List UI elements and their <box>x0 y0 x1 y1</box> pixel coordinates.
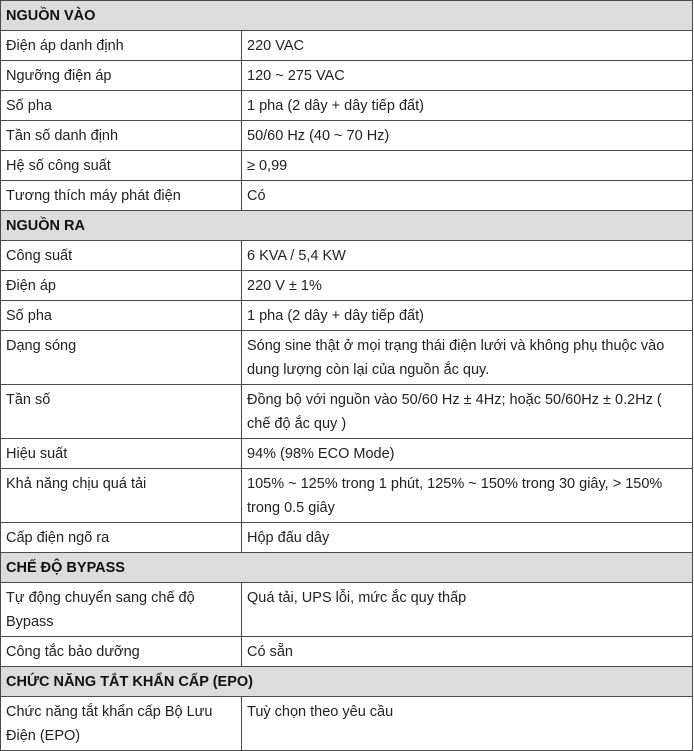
section-header <box>1 553 693 583</box>
table-row <box>1 121 693 151</box>
spec-label: Cấp điện ngõ ra <box>1 523 242 553</box>
spec-value: 1 pha (2 dây + dây tiếp đất) <box>242 91 693 121</box>
table-row <box>1 637 693 667</box>
spec-value: ≥ 0,99 <box>242 151 693 181</box>
table-row <box>1 31 693 61</box>
spec-value: Hộp đấu dây <box>242 523 693 553</box>
spec-table-body <box>1 1 693 751</box>
spec-value: 94% (98% ECO Mode) <box>242 439 693 469</box>
spec-label: Dạng sóng <box>1 331 242 385</box>
table-row <box>1 385 693 439</box>
spec-value: Tuỳ chọn theo yêu cầu <box>242 697 693 751</box>
table-row <box>1 151 693 181</box>
spec-value: Quá tải, UPS lỗi, mức ắc quy thấp <box>242 583 693 637</box>
spec-label: Tương thích máy phát điện <box>1 181 242 211</box>
table-row <box>1 91 693 121</box>
table-row <box>1 61 693 91</box>
spec-value: 105% ~ 125% trong 1 phút, 125% ~ 150% trong 30 giây, > 150% trong 0.5 giây <box>242 469 693 523</box>
table-row <box>1 697 693 751</box>
section-header <box>1 1 693 31</box>
spec-label: Ngưỡng điện áp <box>1 61 242 91</box>
spec-label: Số pha <box>1 91 242 121</box>
spec-value: Đồng bộ với nguồn vào 50/60 Hz ± 4Hz; hoặc 50/60Hz ± 0.2Hz ( chế độ ắc quy ) <box>242 385 693 439</box>
section-title: CHẾ ĐỘ BYPASS <box>1 553 693 583</box>
spec-label: Hiệu suất <box>1 439 242 469</box>
spec-label: Điện áp danh định <box>1 31 242 61</box>
spec-value: 50/60 Hz (40 ~ 70 Hz) <box>242 121 693 151</box>
table-row <box>1 583 693 637</box>
table-row <box>1 523 693 553</box>
section-title: NGUỒN RA <box>1 211 693 241</box>
table-row <box>1 439 693 469</box>
spec-value: Có sẵn <box>242 637 693 667</box>
spec-value: Sóng sine thật ở mọi trạng thái điện lưới và không phụ thuộc vào dung lượng còn lại của nguồn ắc quy. <box>242 331 693 385</box>
spec-label: Hệ số công suất <box>1 151 242 181</box>
spec-value: 1 pha (2 dây + dây tiếp đất) <box>242 301 693 331</box>
spec-value: 6 KVA / 5,4 KW <box>242 241 693 271</box>
table-row <box>1 301 693 331</box>
table-row <box>1 469 693 523</box>
spec-label: Chức năng tắt khẩn cấp Bộ Lưu Điện (EPO) <box>1 697 242 751</box>
section-header <box>1 211 693 241</box>
spec-label: Công tắc bảo dưỡng <box>1 637 242 667</box>
table-row <box>1 181 693 211</box>
spec-value: Có <box>242 181 693 211</box>
table-row <box>1 331 693 385</box>
spec-label: Khả năng chịu quá tải <box>1 469 242 523</box>
spec-label: Tần số <box>1 385 242 439</box>
spec-label: Công suất <box>1 241 242 271</box>
spec-label: Điện áp <box>1 271 242 301</box>
spec-label: Số pha <box>1 301 242 331</box>
spec-value: 120 ~ 275 VAC <box>242 61 693 91</box>
spec-value: 220 VAC <box>242 31 693 61</box>
table-row <box>1 271 693 301</box>
section-header <box>1 667 693 697</box>
spec-label: Tự động chuyển sang chế độ Bypass <box>1 583 242 637</box>
section-title: CHỨC NĂNG TẮT KHẨN CẤP (EPO) <box>1 667 693 697</box>
spec-value: 220 V ± 1% <box>242 271 693 301</box>
table-row <box>1 241 693 271</box>
section-title: NGUỒN VÀO <box>1 1 693 31</box>
spec-label: Tần số danh định <box>1 121 242 151</box>
